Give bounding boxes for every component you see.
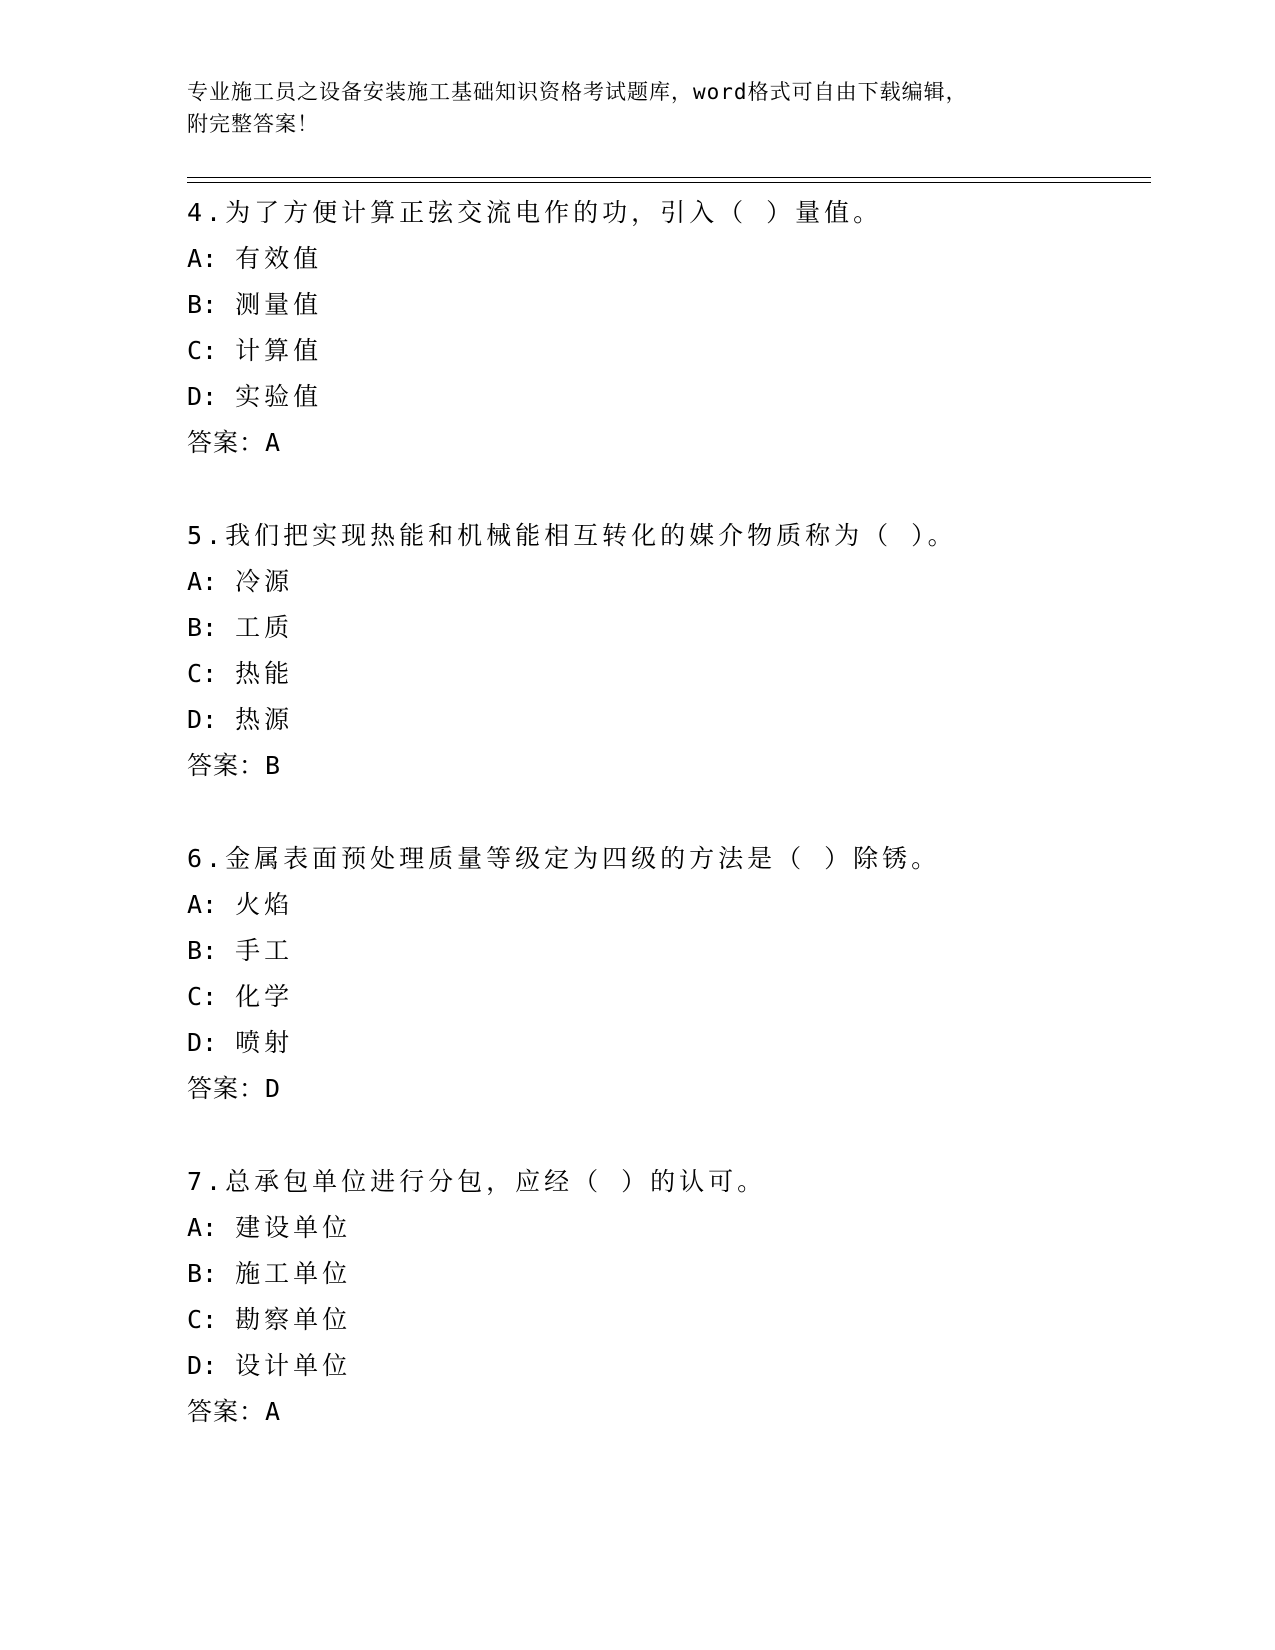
option-label: B: bbox=[187, 290, 218, 319]
option-b bbox=[187, 1251, 1147, 1297]
answer-line: 答案：A bbox=[187, 1397, 282, 1426]
question-stem: 4.为了方便计算正弦交流电作的功，引入（ ）量值。 bbox=[187, 198, 883, 227]
option-c bbox=[187, 328, 1147, 374]
option-b bbox=[187, 605, 1147, 651]
option-label: B: bbox=[187, 613, 218, 642]
option-d bbox=[187, 374, 1147, 420]
header-line-1: 专业施工员之设备安装施工基础知识资格考试题库，word格式可自由下载编辑， bbox=[187, 80, 968, 104]
option-b bbox=[187, 282, 1147, 328]
option-text: 火焰 bbox=[235, 890, 294, 919]
option-c bbox=[187, 651, 1147, 697]
option-text: 工质 bbox=[235, 613, 294, 642]
option-label: A: bbox=[187, 567, 218, 596]
header-rule-bottom bbox=[187, 182, 1151, 183]
option-d bbox=[187, 1020, 1147, 1066]
question-stem: 6.金属表面预处理质量等级定为四级的方法是（ ）除锈。 bbox=[187, 844, 941, 873]
option-a bbox=[187, 559, 1147, 605]
option-label: B: bbox=[187, 1259, 218, 1288]
option-text: 手工 bbox=[235, 936, 294, 965]
option-a bbox=[187, 1205, 1147, 1251]
option-text: 热能 bbox=[235, 659, 294, 688]
answer-line: 答案：D bbox=[187, 1074, 282, 1103]
option-text: 喷射 bbox=[235, 1028, 294, 1057]
option-a bbox=[187, 236, 1147, 282]
document-header bbox=[187, 76, 1087, 140]
option-label: B: bbox=[187, 936, 218, 965]
option-label: A: bbox=[187, 890, 218, 919]
answer-line: 答案：A bbox=[187, 428, 282, 457]
option-label: A: bbox=[187, 244, 218, 273]
question-stem: 7.总承包单位进行分包，应经（ ）的认可。 bbox=[187, 1167, 767, 1196]
option-label: C: bbox=[187, 1305, 218, 1334]
question-5 bbox=[187, 513, 1147, 789]
header-rule-top bbox=[187, 177, 1151, 178]
header-line-2: 附完整答案！ bbox=[187, 112, 319, 136]
option-text: 建设单位 bbox=[235, 1213, 352, 1242]
option-label: A: bbox=[187, 1213, 218, 1242]
question-7 bbox=[187, 1159, 1147, 1435]
option-text: 冷源 bbox=[235, 567, 294, 596]
question-stem: 5.我们把实现热能和机械能相互转化的媒介物质称为（ ）。 bbox=[187, 521, 957, 550]
option-text: 有效值 bbox=[235, 244, 323, 273]
option-text: 化学 bbox=[235, 982, 294, 1011]
option-label: D: bbox=[187, 1028, 218, 1057]
option-text: 施工单位 bbox=[235, 1259, 352, 1288]
option-text: 测量值 bbox=[235, 290, 323, 319]
question-6 bbox=[187, 836, 1147, 1112]
answer-line: 答案：B bbox=[187, 751, 282, 780]
question-4 bbox=[187, 190, 1147, 466]
option-label: C: bbox=[187, 982, 218, 1011]
option-label: D: bbox=[187, 382, 218, 411]
option-text: 勘察单位 bbox=[235, 1305, 352, 1334]
option-c bbox=[187, 1297, 1147, 1343]
option-d bbox=[187, 1343, 1147, 1389]
option-text: 热源 bbox=[235, 705, 294, 734]
option-a bbox=[187, 882, 1147, 928]
option-text: 实验值 bbox=[235, 382, 323, 411]
option-label: C: bbox=[187, 336, 218, 365]
option-label: D: bbox=[187, 1351, 218, 1380]
option-label: C: bbox=[187, 659, 218, 688]
option-d bbox=[187, 697, 1147, 743]
option-b bbox=[187, 928, 1147, 974]
option-text: 计算值 bbox=[235, 336, 323, 365]
option-label: D: bbox=[187, 705, 218, 734]
question-list bbox=[187, 190, 1147, 1482]
option-text: 设计单位 bbox=[235, 1351, 352, 1380]
option-c bbox=[187, 974, 1147, 1020]
